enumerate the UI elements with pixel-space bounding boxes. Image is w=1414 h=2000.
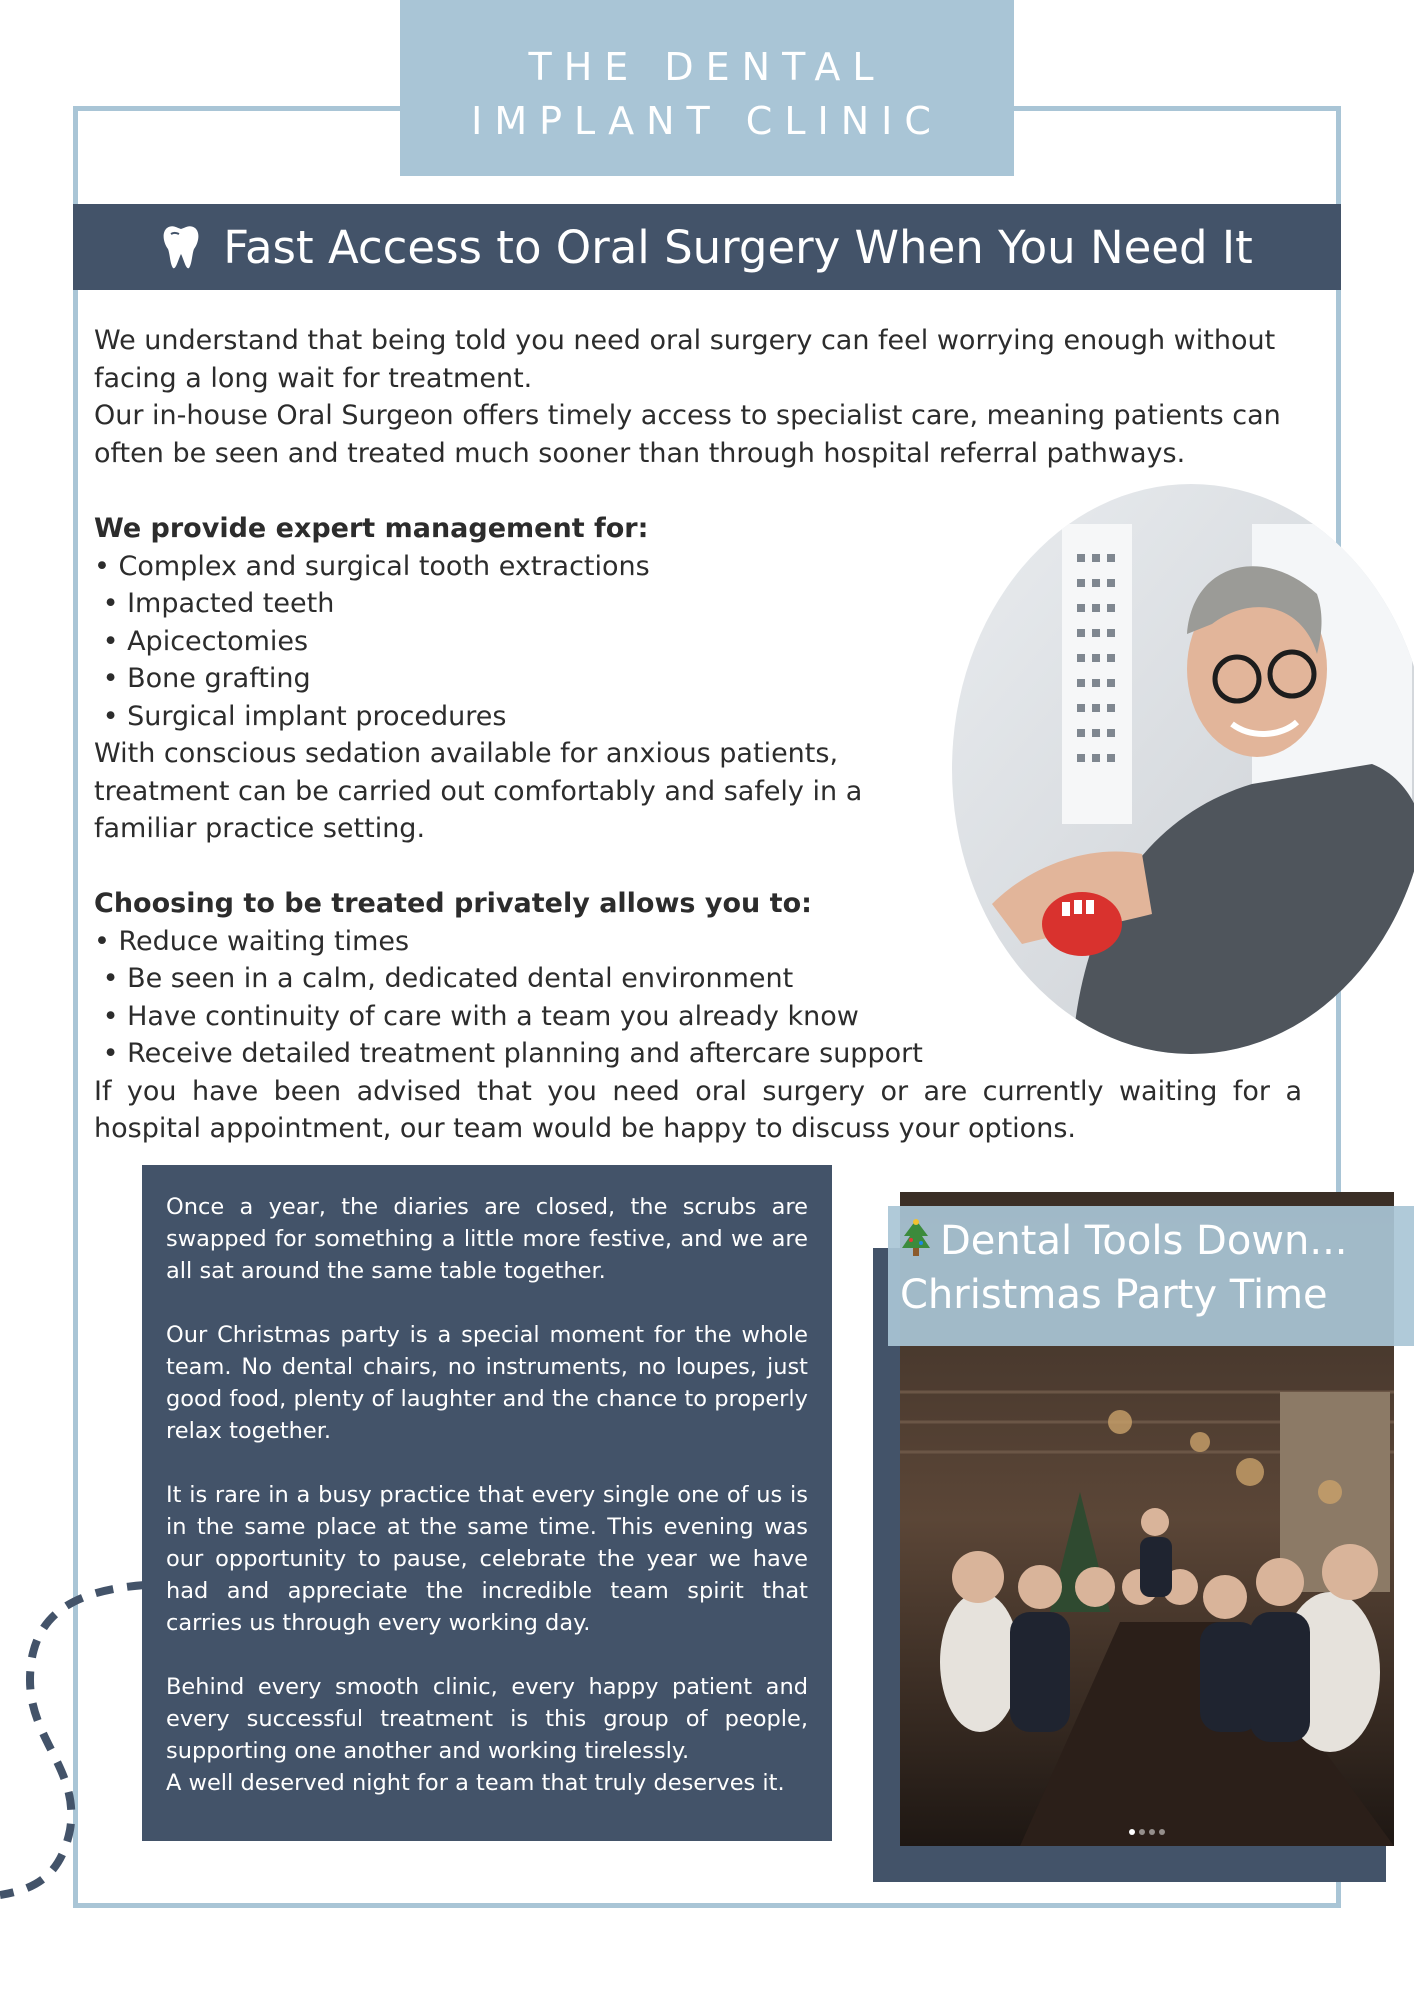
christmas-text-panel	[142, 1165, 832, 1841]
page-title: Fast Access to Oral Surgery When You Need It	[223, 220, 1253, 274]
private-heading: Choosing to be treated privately allows you to:	[94, 888, 812, 919]
caption-line-2: Christmas Party Time	[900, 1272, 1328, 1318]
intro-paragraph-2: Our in-house Oral Surgeon offers timely access to specialist care, meaning patients can often be seen and treated much sooner than through hospital referral pathways.	[94, 400, 1281, 469]
list-item: • Complex and surgical tooth extractions	[94, 550, 650, 582]
surgeon-photo-illustration	[952, 484, 1414, 1054]
list-item: • Impacted teeth	[94, 588, 335, 619]
sedation-text: With conscious sedation available for anxious patients, treatment can be carried out comfortably and safely in a familiar practice setting.	[94, 738, 863, 844]
intro-text	[94, 322, 1302, 472]
christmas-paragraph-5: A well deserved night for a team that truly deserves it.	[166, 1770, 785, 1796]
caption-line-1: Dental Tools Down...	[940, 1218, 1348, 1264]
christmas-paragraph-1: Once a year, the diaries are closed, the scrubs are swapped for something a little more festive, and we are all sat around the same table together.	[166, 1194, 808, 1284]
surgeon-portrait	[952, 484, 1414, 1054]
list-item: • Apicectomies	[94, 625, 309, 657]
intro-paragraph-1: We understand that being told you need oral surgery can feel worrying enough without facing a long wait for treatment.	[94, 325, 1276, 394]
list-item: • Reduce waiting times	[94, 925, 410, 957]
christmas-tree-icon	[900, 1218, 932, 1258]
decorative-dashed-line	[0, 1560, 150, 1910]
management-section	[94, 510, 914, 848]
list-item: • Receive detailed treatment planning and aftercare support	[94, 1038, 923, 1069]
tooth-icon	[161, 224, 201, 270]
christmas-paragraph-2: Our Christmas party is a special moment for the whole team. No dental chairs, no instruments, no loupes, just good food, plenty of laughter and the chance to properly relax together.	[166, 1322, 808, 1444]
page-title-bar	[73, 204, 1341, 290]
logo-line-1: THE DENTAL	[528, 45, 886, 89]
logo-line-2: IMPLANT CLINIC	[471, 99, 943, 143]
christmas-paragraph-3: It is rare in a busy practice that every single one of us is in the same place at the same time. This evening was our opportunity to pause, celebrate the year we have had and appreciate the incredible team spirit that carries us through every working day.	[166, 1482, 808, 1636]
photo-caption	[888, 1206, 1414, 1346]
list-item: • Be seen in a calm, dedicated dental environment	[94, 963, 794, 994]
christmas-paragraph-4: Behind every smooth clinic, every happy patient and every successful treatment is this group of people, supporting one another and working tirelessly.	[166, 1674, 808, 1764]
closing-text: If you have been advised that you need oral surgery or are currently waiting for a hospital appointment, our team would be happy to discuss your options.	[94, 1075, 1302, 1144]
list-item: • Have continuity of care with a team you already know	[94, 1000, 859, 1032]
clinic-logo	[400, 0, 1014, 176]
management-list	[94, 548, 914, 736]
list-item: • Bone grafting	[94, 663, 311, 694]
management-heading: We provide expert management for:	[94, 513, 649, 544]
list-item: • Surgical implant procedures	[94, 700, 507, 732]
